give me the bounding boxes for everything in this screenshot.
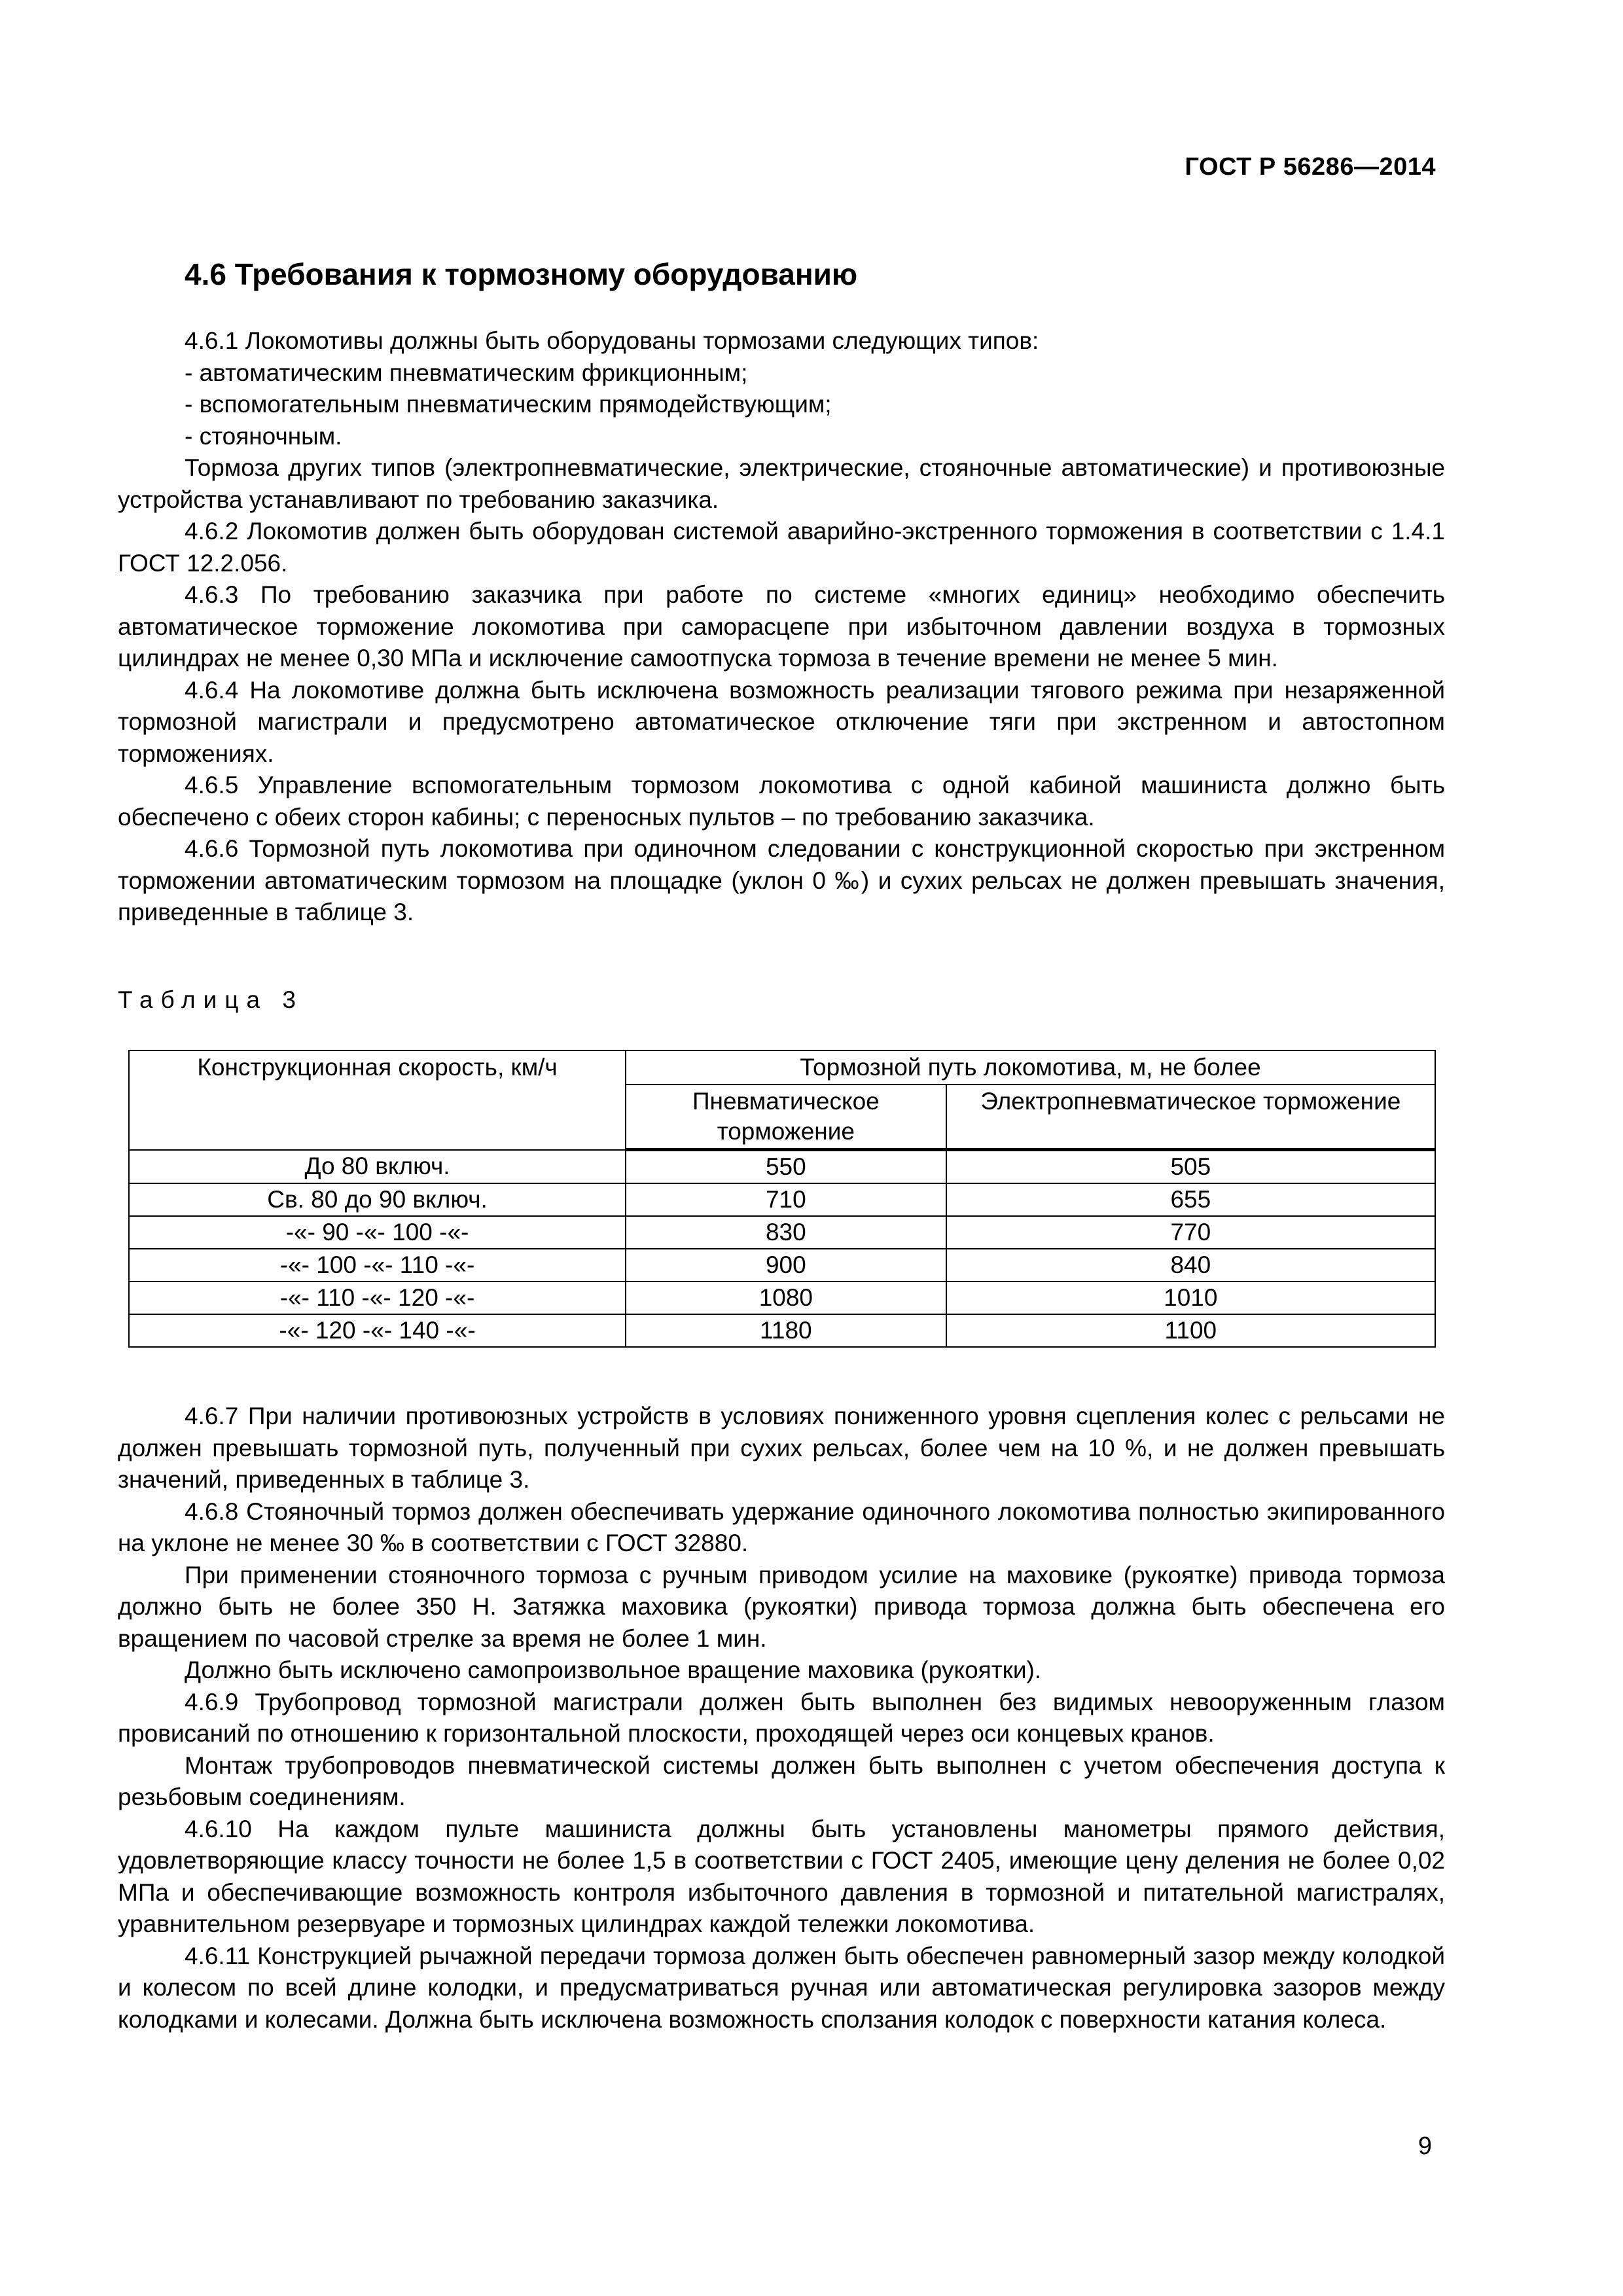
table-caption: Таблица 3: [118, 986, 304, 1013]
cell-speed: -«- 110 -«- 120 -«-: [129, 1282, 626, 1314]
table-row: [129, 1249, 1435, 1282]
cell-electropneumatic: 1100: [946, 1314, 1435, 1347]
cell-speed: -«- 120 -«- 140 -«-: [129, 1314, 626, 1347]
cell-pneumatic: 830: [626, 1216, 946, 1249]
list-item: - вспомогательным пневматическим прямодействующим;: [185, 391, 832, 418]
cell-speed: -«- 100 -«- 110 -«-: [129, 1249, 626, 1282]
paragraph: Монтаж трубопроводов пневматической системы должен быть выполнен с учетом обеспечения доступа к резьбовым соединениям.: [118, 1751, 1445, 1810]
cell-pneumatic: 1180: [626, 1314, 946, 1347]
page-number: 9: [1418, 2132, 1432, 2160]
cell-pneumatic: 550: [626, 1150, 946, 1184]
paragraph: 4.6.9 Трубопровод тормозной магистрали должен быть выполнен без видимых невооруженным глазом провисаний по отношению к горизонтальной плоскости, проходящей через оси концевых кранов.: [118, 1688, 1445, 1747]
paragraph: Должно быть исключено самопроизвольное вращение маховика (рукоятки).: [185, 1657, 1042, 1683]
cell-pneumatic: 1080: [626, 1282, 946, 1314]
paragraph: 4.6.2 Локомотив должен быть оборудован системой аварийно-экстренного торможения в соответствии с 1.4.1 ГОСТ 12.2.056.: [118, 518, 1445, 577]
table-row: [129, 1150, 1435, 1184]
paragraph: 4.6.7 При наличии противоюзных устройств в условиях пониженного уровня сцепления колес с рельсами не должен превышать тормозной путь, полученный при сухих рельсах, более чем на 10 %, и не должен превышать значений, приведенных в таблице 3.: [118, 1403, 1445, 1493]
paragraph: 4.6.11 Конструкцией рычажной передачи тормоза должен быть обеспечен равномерный зазор между колодкой и колесом по всей длине колодки, и предусматриваться ручная или автоматическая регулировка зазоров между колодками и колесами. Должна быть исключена возможность сползания колодок с поверхности катания колеса.: [118, 1942, 1445, 2033]
paragraph: 4.6.6 Тормозной путь локомотива при одиночном следовании с конструкционной скоростью при экстренном торможении автоматическим тормозом на площадке (уклон 0 ‰) и сухих рельсах не должен превышать значения, приведенные в таблице 3.: [118, 835, 1445, 925]
cell-pneumatic: 900: [626, 1249, 946, 1282]
header-speed: Конструкционная скорость, км/ч: [129, 1050, 626, 1150]
cell-electropneumatic: 770: [946, 1216, 1435, 1249]
table-row: [129, 1314, 1435, 1347]
paragraph: 4.6.5 Управление вспомогательным тормозом локомотива с одной кабиной машиниста должно быть обеспечено с обеих сторон кабины; с переносных пультов – по требованию заказчика.: [118, 772, 1445, 831]
header-electropneumatic: Электропневматическое торможение: [946, 1085, 1435, 1150]
paragraph: 4.6.10 На каждом пульте машиниста должны быть установлены манометры прямого действия, удовлетворяющие классу точности не более 1,5 в соответствии с ГОСТ 2405, имеющие цену деления не более 0,02 МПа и обеспечивающие возможность контроля избыточного давления в тормозной и питательной магистралях, уравнительном резервуаре и тормозных цилиндрах каждой тележки локомотива.: [118, 1815, 1445, 1937]
table-row: [129, 1183, 1435, 1216]
text-block-top: [118, 325, 1445, 929]
cell-speed: До 80 включ.: [129, 1150, 626, 1184]
paragraph: 4.6.3 По требованию заказчика при работе по системе «многих единиц» необходимо обеспечить автоматическое торможение локомотива при саморасцепе при избыточном давлении воздуха в тормозных цилиндрах не менее 0,30 МПа и исключение самоотпуска тормоза в течение времени не менее 5 мин.: [118, 581, 1445, 672]
document-code: ГОСТ Р 56286—2014: [1185, 153, 1436, 181]
paragraph: При применении стояночного тормоза с ручным приводом усилие на маховике (рукоятке) привода тормоза должно быть не более 350 Н. Затяжка маховика (рукоятки) привода тормоза должна быть обеспечена его вращением по часовой стрелке за время не более 1 мин.: [118, 1561, 1445, 1652]
cell-electropneumatic: 1010: [946, 1282, 1435, 1314]
cell-electropneumatic: 505: [946, 1150, 1435, 1184]
cell-electropneumatic: 840: [946, 1249, 1435, 1282]
cell-electropneumatic: 655: [946, 1183, 1435, 1216]
list-item: - стояночным.: [185, 422, 342, 450]
header-pneumatic: Пневматическое торможение: [626, 1085, 946, 1150]
paragraph: 4.6.4 На локомотиве должна быть исключена возможность реализации тягового режима при незаряженной тормозной магистрали и предусмотрено автоматическое отключение тяги при экстренном и автостопном торможениях.: [118, 676, 1445, 767]
paragraph: 4.6.8 Стояночный тормоз должен обеспечивать удержание одиночного локомотива полностью экипированного на уклоне не менее 30 ‰ в соответствии с ГОСТ 32880.: [118, 1498, 1445, 1556]
cell-pneumatic: 710: [626, 1183, 946, 1216]
cell-speed: Св. 80 до 90 включ.: [129, 1183, 626, 1216]
header-braking-distance: Тормозной путь локомотива, м, не более: [626, 1050, 1435, 1085]
list-item: - автоматическим пневматическим фрикционным;: [185, 359, 748, 386]
table-row: [129, 1216, 1435, 1249]
text-block-bottom: [118, 1401, 1445, 2036]
section-title: 4.6 Требования к тормозному оборудованию: [185, 257, 858, 291]
cell-speed: -«- 90 -«- 100 -«-: [129, 1216, 626, 1249]
table-row: [129, 1282, 1435, 1314]
paragraph: 4.6.1 Локомотивы должны быть оборудованы тормозами следующих типов:: [185, 327, 1039, 354]
paragraph: Тормоза других типов (электропневматические, электрические, стояночные автоматические) и противоюзные устройства устанавливают по требованию заказчика.: [118, 454, 1445, 513]
braking-distance-table: [128, 1050, 1436, 1348]
